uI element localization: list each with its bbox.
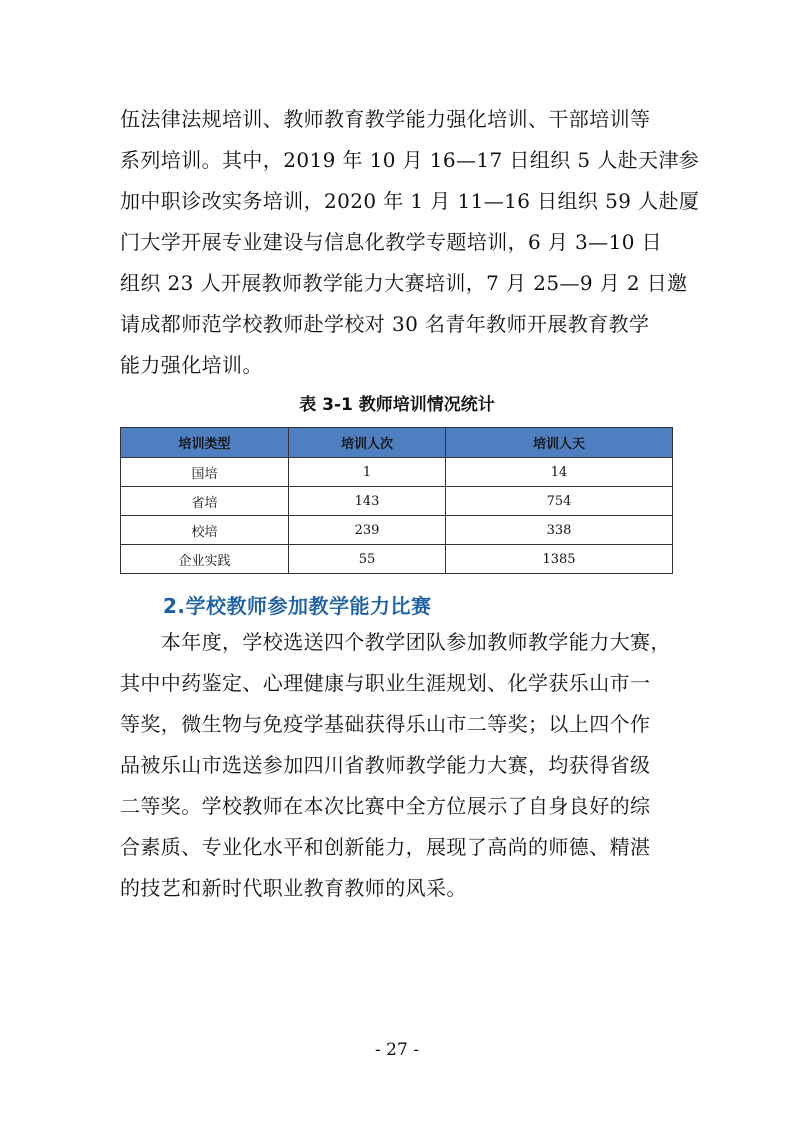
cell-count: 143 (289, 487, 446, 516)
cell-type: 企业实践 (121, 545, 289, 574)
section-heading: 2.学校教师参加教学能力比赛 (163, 594, 432, 618)
column-header-count: 培训人次 (289, 428, 446, 458)
paragraph-line: 本年度，学校选送四个教学团队参加教师教学能力大赛， (120, 630, 671, 654)
cell-count: 1 (289, 458, 446, 487)
cell-type: 国培 (121, 458, 289, 487)
cell-count: 239 (289, 516, 446, 545)
paragraph-line: 等奖，微生物与免疫学基础获得乐山市二等奖；以上四个作 (120, 712, 651, 736)
cell-days: 754 (446, 487, 673, 516)
paragraph-line: 二等奖。学校教师在本次比赛中全方位展示了自身良好的综 (120, 794, 651, 818)
table-row (121, 516, 673, 545)
cell-days: 1385 (446, 545, 673, 574)
column-header-type: 培训类型 (121, 428, 289, 458)
table-header-row (121, 428, 673, 458)
page-number: - 27 - (375, 1040, 419, 1060)
cell-days: 14 (446, 458, 673, 487)
table-row (121, 458, 673, 487)
table-row (121, 487, 673, 516)
paragraph-line: 伍法律法规培训、教师教育教学能力强化培训、干部培训等 (120, 107, 651, 131)
paragraph-line: 加中职诊改实务培训，2020 年 1 月 11—16 日组织 59 人赴厦 (120, 189, 700, 213)
paragraph-line: 门大学开展专业建设与信息化教学专题培训，6 月 3—10 日 (120, 230, 662, 254)
table-caption: 表 3-1 教师培训情况统计 (299, 395, 495, 415)
training-paragraph (120, 99, 700, 386)
paragraph-line: 能力强化培训。 (120, 353, 263, 377)
paragraph-line: 系列培训。其中，2019 年 10 月 16—17 日组织 5 人赴天津参 (120, 148, 700, 172)
paragraph-line: 合素质、专业化水平和创新能力，展现了高尚的师德、精湛 (120, 835, 651, 859)
paragraph-line: 请成都师范学校教师赴学校对 30 名青年教师开展教育教学 (120, 312, 650, 336)
column-header-days: 培训人天 (446, 428, 673, 458)
paragraph-line: 其中中药鉴定、心理健康与职业生涯规划、化学获乐山市一 (120, 671, 651, 695)
paragraph-line: 组织 23 人开展教师教学能力大赛培训，7 月 25—9 月 2 日邀 (120, 271, 688, 295)
training-stats-table (120, 427, 673, 574)
cell-days: 338 (446, 516, 673, 545)
paragraph-line: 品被乐山市选送参加四川省教师教学能力大赛，均获得省级 (120, 753, 651, 777)
cell-type: 省培 (121, 487, 289, 516)
competition-paragraph (120, 622, 680, 909)
table-row (121, 545, 673, 574)
paragraph-line: 的技艺和新时代职业教育教师的风采。 (120, 876, 467, 900)
cell-count: 55 (289, 545, 446, 574)
cell-type: 校培 (121, 516, 289, 545)
